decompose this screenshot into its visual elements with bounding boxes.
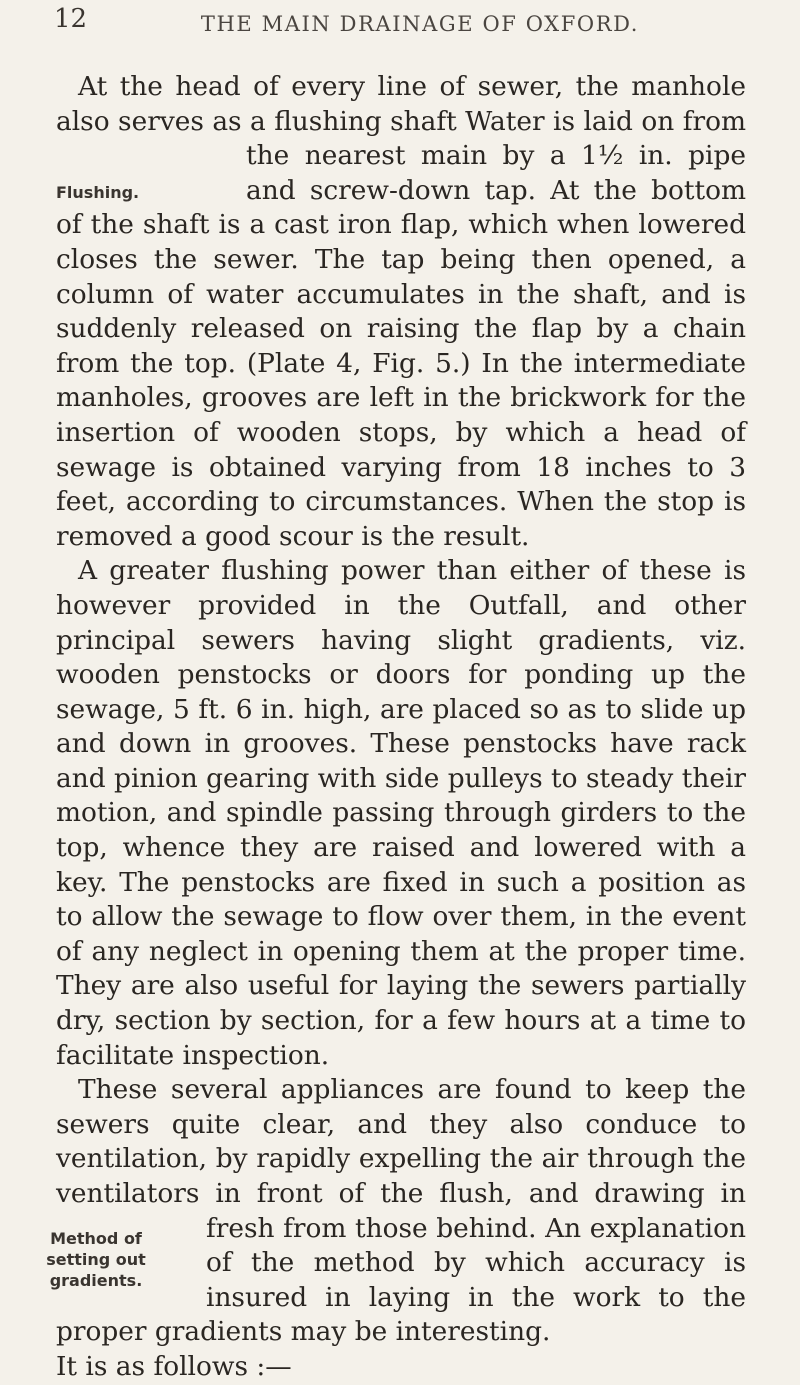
paragraph-appliances	[46, 1073, 747, 1350]
margin-note-flushing: Flushing.	[56, 183, 140, 203]
paragraph-text: These several appliances are found to keep the sewers quite clear, and they also conduce to ventilation, by rapidly expelling the air through the ventilators in front of the flush, and drawing in fresh from those behind.	[56, 1074, 746, 1244]
text-block	[46, 70, 747, 1385]
paragraph-text: An explanation of the method by which accuracy is insured in laying in the work to the proper gradients may be interesting.	[56, 1212, 747, 1348]
paragraph-flushing	[56, 70, 746, 554]
paragraph-penstocks	[56, 554, 746, 1073]
paragraph-text: nearest main by a 1½ in. pipe and screw-down tap. At the bottom of the shaft is a cast iron flap, which when lowered closes the sewer. The tap being then opened, a column of water accumulates in the shaft, and is suddenly released on raising the flap by a chain from the top. (Plate 4, Fig. 5.) In the intermediate manholes, grooves are left in the brickwork for the insertion of wooden stops, by which a head of sewage is obtained varying from 18 inches to 3 feet, according to circumstances. When the stop is removed a good scour is the result.	[56, 140, 746, 552]
paragraph-text: At the head of every line of sewer, the manhole also serves as a flushing shaft Water is laid on from the	[56, 71, 746, 172]
closing-line: It is as follows :—	[56, 1350, 292, 1382]
running-head: THE MAIN DRAINAGE OF OXFORD.	[200, 12, 640, 36]
margin-note-method: Method of setting out gradients.	[46, 1228, 146, 1290]
paragraph-text: A greater flushing power than either of these is however provided in the Outfall, and other principal sewers having slight gradients, viz. wooden penstocks or doors for ponding up the sewage, 5 ft. 6 in. high, are placed so as to slide up and down in grooves. These penstocks have rack and pinion gearing with side pulleys to steady their motion, and spindle passing through girders to the top, whence they are raised and lowered with a key. The penstocks are fixed in such a position as to allow the sewage to flow over them, in the event of any neglect in opening them at the proper time. They are also useful for laying the sewers partially dry, section by section, for a few hours at a time to facilitate inspection.	[56, 555, 746, 1071]
page-number: 12	[54, 4, 88, 34]
